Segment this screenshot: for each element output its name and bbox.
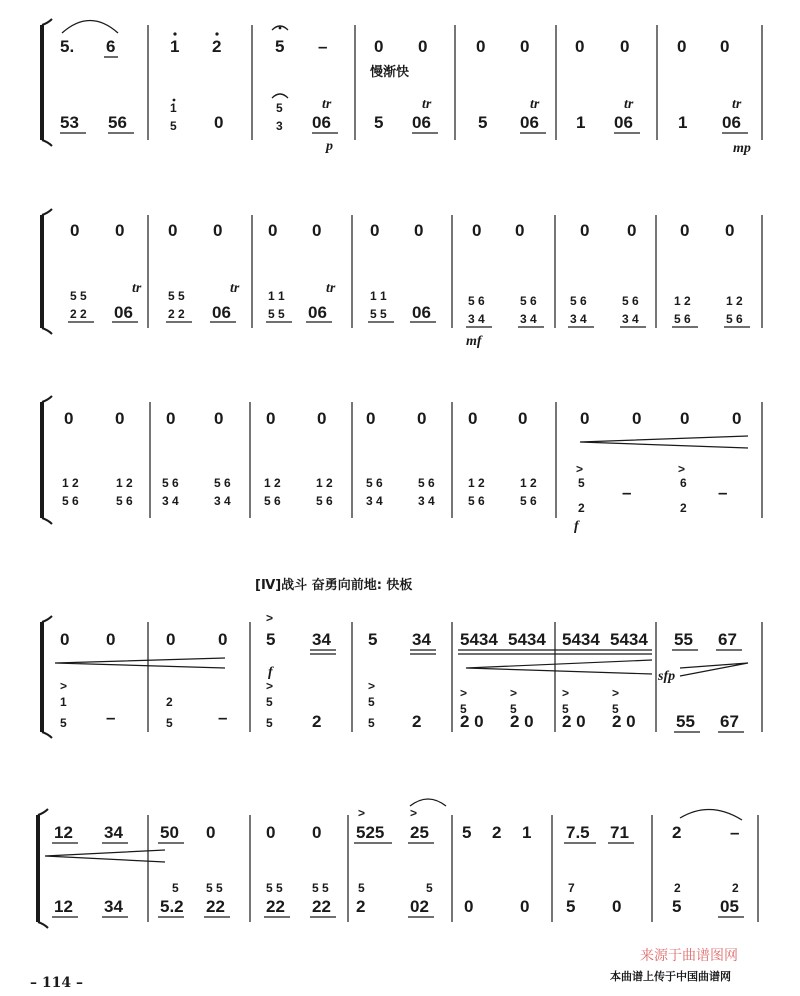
tempo-marking: 慢渐快 xyxy=(370,65,410,80)
svg-text:0: 0 xyxy=(414,221,424,240)
svg-text:tr: tr xyxy=(132,281,142,296)
svg-text:0: 0 xyxy=(115,221,125,240)
svg-text:5 5: 5 5 xyxy=(370,307,387,321)
svg-text:2: 2 xyxy=(492,823,502,842)
svg-text:2: 2 xyxy=(732,881,739,895)
svg-text:0: 0 xyxy=(106,630,116,649)
section-title: [Ⅳ]战斗 奋勇向前地: 快板 xyxy=(255,578,413,593)
svg-text:5: 5 xyxy=(672,897,682,916)
svg-text:0: 0 xyxy=(520,897,530,916)
svg-text:5 6: 5 6 xyxy=(468,494,485,508)
svg-text:06: 06 xyxy=(520,113,539,132)
svg-text:5: 5 xyxy=(368,630,378,649)
system-5 xyxy=(38,799,758,928)
svg-text:5 6: 5 6 xyxy=(570,294,587,308)
svg-text:06: 06 xyxy=(308,303,327,322)
svg-text:0: 0 xyxy=(476,37,486,56)
svg-text:5434: 5434 xyxy=(610,630,648,649)
svg-text:0: 0 xyxy=(366,409,376,428)
svg-text:2 0: 2 0 xyxy=(510,712,534,731)
dynamic-mark: mp xyxy=(733,141,751,156)
svg-text:0: 0 xyxy=(612,897,622,916)
note-group: 1 xyxy=(170,37,180,56)
svg-text:50: 50 xyxy=(160,823,179,842)
svg-text:0: 0 xyxy=(580,221,590,240)
svg-text:5: 5 xyxy=(358,881,365,895)
svg-text:0: 0 xyxy=(213,221,223,240)
svg-text:0: 0 xyxy=(464,897,474,916)
svg-text:67: 67 xyxy=(720,712,739,731)
svg-text:34: 34 xyxy=(312,630,331,649)
svg-text:–: – xyxy=(718,483,728,502)
svg-text:>: > xyxy=(460,686,468,700)
svg-text:0: 0 xyxy=(166,630,176,649)
svg-text:2 0: 2 0 xyxy=(460,712,484,731)
svg-text:3: 3 xyxy=(276,119,283,133)
system-2 xyxy=(42,209,762,349)
svg-text:06: 06 xyxy=(212,303,231,322)
svg-text:tr: tr xyxy=(326,281,336,296)
svg-text:5434: 5434 xyxy=(508,630,546,649)
svg-text:1 2: 1 2 xyxy=(674,294,691,308)
svg-text:0: 0 xyxy=(520,37,530,56)
svg-text:0: 0 xyxy=(312,221,322,240)
svg-text:34: 34 xyxy=(104,897,123,916)
svg-text:>: > xyxy=(678,462,686,476)
svg-text:0: 0 xyxy=(60,630,70,649)
svg-text:0: 0 xyxy=(680,221,690,240)
svg-text:3 4: 3 4 xyxy=(418,494,435,508)
svg-text:06: 06 xyxy=(412,303,431,322)
svg-text:3 4: 3 4 xyxy=(162,494,179,508)
svg-text:5: 5 xyxy=(566,897,576,916)
svg-text:>: > xyxy=(510,686,518,700)
svg-text:2: 2 xyxy=(680,501,687,515)
svg-text:22: 22 xyxy=(206,897,225,916)
svg-text:5: 5 xyxy=(426,881,433,895)
svg-text:5: 5 xyxy=(166,716,173,730)
svg-text:5 6: 5 6 xyxy=(418,476,435,490)
note-group: – xyxy=(318,37,328,56)
svg-text:5: 5 xyxy=(374,113,384,132)
dynamic-mark: mf xyxy=(466,334,482,349)
svg-text:06: 06 xyxy=(114,303,133,322)
svg-text:2: 2 xyxy=(166,695,173,709)
svg-text:5 5: 5 5 xyxy=(168,289,185,303)
svg-text:>: > xyxy=(266,679,274,693)
svg-text:0: 0 xyxy=(580,409,590,428)
svg-text:0: 0 xyxy=(168,221,178,240)
svg-text:06: 06 xyxy=(412,113,431,132)
svg-text:06: 06 xyxy=(614,113,633,132)
svg-text:5 6: 5 6 xyxy=(520,494,537,508)
svg-text:0: 0 xyxy=(472,221,482,240)
svg-text:02: 02 xyxy=(410,897,429,916)
svg-text:67: 67 xyxy=(718,630,737,649)
svg-text:>: > xyxy=(410,806,418,820)
svg-text:0: 0 xyxy=(115,409,125,428)
svg-text:0: 0 xyxy=(218,630,228,649)
svg-text:0: 0 xyxy=(720,37,730,56)
svg-text:22: 22 xyxy=(266,897,285,916)
svg-text:1: 1 xyxy=(170,101,177,115)
svg-text:5 5: 5 5 xyxy=(206,881,223,895)
svg-text:1 2: 1 2 xyxy=(116,476,133,490)
svg-text:2 2: 2 2 xyxy=(168,307,185,321)
svg-text:0: 0 xyxy=(620,37,630,56)
svg-text:34: 34 xyxy=(104,823,123,842)
svg-text:06: 06 xyxy=(722,113,741,132)
svg-text:>: > xyxy=(368,679,376,693)
svg-text:0: 0 xyxy=(732,409,742,428)
upload-credit: 本曲谱上传于中国曲谱网 xyxy=(610,970,731,983)
svg-text:5: 5 xyxy=(266,716,273,730)
svg-text:5 6: 5 6 xyxy=(214,476,231,490)
svg-text:5: 5 xyxy=(266,695,273,709)
svg-text:0: 0 xyxy=(312,823,322,842)
svg-text:12: 12 xyxy=(54,823,73,842)
svg-text:>: > xyxy=(562,686,570,700)
svg-text:5 6: 5 6 xyxy=(468,294,485,308)
svg-text:56: 56 xyxy=(108,113,127,132)
svg-text:0: 0 xyxy=(268,221,278,240)
svg-text:>: > xyxy=(60,679,68,693)
svg-text:71: 71 xyxy=(610,823,629,842)
svg-text:53: 53 xyxy=(60,113,79,132)
svg-text:–: – xyxy=(730,823,740,842)
svg-text:3 4: 3 4 xyxy=(366,494,383,508)
svg-text:0: 0 xyxy=(166,409,176,428)
svg-text:5434: 5434 xyxy=(460,630,498,649)
svg-text:5.2: 5.2 xyxy=(160,897,184,916)
svg-text:5434: 5434 xyxy=(562,630,600,649)
svg-text:>: > xyxy=(266,611,274,625)
svg-text:0: 0 xyxy=(627,221,637,240)
svg-text:1: 1 xyxy=(60,695,67,709)
svg-text:1 2: 1 2 xyxy=(316,476,333,490)
svg-text:3 4: 3 4 xyxy=(468,312,485,326)
svg-text:5: 5 xyxy=(460,702,467,716)
svg-text:7: 7 xyxy=(568,881,575,895)
svg-text:2 2: 2 2 xyxy=(70,307,87,321)
svg-text:5: 5 xyxy=(510,702,517,716)
dynamic-mark: f xyxy=(574,519,579,534)
svg-text:2: 2 xyxy=(672,823,682,842)
svg-text:0: 0 xyxy=(206,823,216,842)
svg-text:tr: tr xyxy=(732,97,742,112)
dynamic-mark: f xyxy=(268,665,273,680)
svg-text:0: 0 xyxy=(632,409,642,428)
svg-text:5: 5 xyxy=(462,823,472,842)
svg-text:2: 2 xyxy=(312,712,322,731)
svg-text:5 6: 5 6 xyxy=(264,494,281,508)
svg-text:55: 55 xyxy=(674,630,693,649)
svg-text:tr: tr xyxy=(422,97,432,112)
svg-text:–: – xyxy=(106,708,116,727)
svg-text:5 5: 5 5 xyxy=(70,289,87,303)
svg-text:0: 0 xyxy=(374,37,384,56)
note-group: 6 xyxy=(106,37,116,56)
note-group: 5. xyxy=(60,37,75,56)
svg-text:2: 2 xyxy=(412,712,422,731)
svg-text:3 4: 3 4 xyxy=(570,312,587,326)
svg-text:5: 5 xyxy=(368,695,375,709)
svg-text:1 2: 1 2 xyxy=(520,476,537,490)
svg-text:3 4: 3 4 xyxy=(622,312,639,326)
svg-text:>: > xyxy=(358,806,366,820)
svg-text:5 6: 5 6 xyxy=(674,312,691,326)
svg-text:5: 5 xyxy=(172,881,179,895)
svg-text:5: 5 xyxy=(368,716,375,730)
svg-text:5 5: 5 5 xyxy=(268,307,285,321)
svg-text:5 5: 5 5 xyxy=(266,881,283,895)
note-group: 2 xyxy=(212,37,222,56)
svg-text:1 2: 1 2 xyxy=(468,476,485,490)
svg-text:1 2: 1 2 xyxy=(62,476,79,490)
svg-text:5: 5 xyxy=(276,101,283,115)
slur-mark xyxy=(62,21,118,34)
svg-text:6: 6 xyxy=(680,476,687,490)
svg-text:2: 2 xyxy=(578,501,585,515)
svg-text:1 1: 1 1 xyxy=(370,289,387,303)
svg-text:0: 0 xyxy=(317,409,327,428)
svg-text:5: 5 xyxy=(60,716,67,730)
svg-text:0: 0 xyxy=(677,37,687,56)
svg-text:5 6: 5 6 xyxy=(316,494,333,508)
svg-text:–: – xyxy=(622,483,632,502)
svg-text:5: 5 xyxy=(170,119,177,133)
svg-text:5: 5 xyxy=(612,702,619,716)
svg-text:2 0: 2 0 xyxy=(562,712,586,731)
svg-text:525: 525 xyxy=(356,823,385,842)
svg-text:0: 0 xyxy=(214,113,224,132)
svg-text:>: > xyxy=(576,462,584,476)
system-3 xyxy=(42,396,762,534)
svg-text:tr: tr xyxy=(530,97,540,112)
svg-text:22: 22 xyxy=(312,897,331,916)
dynamic-mark: sfp xyxy=(658,669,676,684)
svg-text:5 6: 5 6 xyxy=(520,294,537,308)
svg-text:5 6: 5 6 xyxy=(62,494,79,508)
svg-text:0: 0 xyxy=(266,823,276,842)
svg-text:0: 0 xyxy=(725,221,735,240)
svg-text:5 6: 5 6 xyxy=(622,294,639,308)
svg-text:3 4: 3 4 xyxy=(214,494,231,508)
svg-text:5: 5 xyxy=(266,630,276,649)
svg-text:0: 0 xyxy=(418,37,428,56)
svg-text:5: 5 xyxy=(578,476,585,490)
svg-text:12: 12 xyxy=(54,897,73,916)
system-1 xyxy=(42,19,762,156)
svg-text:3 4: 3 4 xyxy=(520,312,537,326)
svg-text:2: 2 xyxy=(356,897,366,916)
svg-text:0: 0 xyxy=(266,409,276,428)
svg-text:0: 0 xyxy=(370,221,380,240)
svg-text:0: 0 xyxy=(575,37,585,56)
note-group: 5 xyxy=(275,37,285,56)
svg-text:34: 34 xyxy=(412,630,431,649)
svg-text:2 0: 2 0 xyxy=(612,712,636,731)
svg-text:1 2: 1 2 xyxy=(264,476,281,490)
svg-text:5: 5 xyxy=(562,702,569,716)
svg-text:>: > xyxy=(612,686,620,700)
svg-text:0: 0 xyxy=(515,221,525,240)
svg-text:0: 0 xyxy=(518,409,528,428)
watermark-text: 来源于曲谱图网 xyxy=(640,948,738,964)
svg-text:7.5: 7.5 xyxy=(566,823,590,842)
svg-text:0: 0 xyxy=(70,221,80,240)
svg-text:5: 5 xyxy=(478,113,488,132)
svg-text:5 5: 5 5 xyxy=(312,881,329,895)
svg-text:2: 2 xyxy=(674,881,681,895)
svg-text:5 6: 5 6 xyxy=(116,494,133,508)
svg-text:1 2: 1 2 xyxy=(726,294,743,308)
svg-text:5 6: 5 6 xyxy=(366,476,383,490)
svg-text:1 1: 1 1 xyxy=(268,289,285,303)
page-number: – 114 – xyxy=(30,975,83,991)
svg-text:1: 1 xyxy=(522,823,532,842)
svg-text:05: 05 xyxy=(720,897,739,916)
svg-text:–: – xyxy=(218,708,228,727)
svg-text:25: 25 xyxy=(410,823,429,842)
system-4 xyxy=(42,611,762,738)
svg-text:0: 0 xyxy=(680,409,690,428)
svg-text:5 6: 5 6 xyxy=(726,312,743,326)
svg-text:0: 0 xyxy=(468,409,478,428)
svg-text:tr: tr xyxy=(624,97,634,112)
svg-text:tr: tr xyxy=(230,281,240,296)
svg-text:0: 0 xyxy=(64,409,74,428)
svg-text:0: 0 xyxy=(214,409,224,428)
dynamic-mark: p xyxy=(326,139,333,154)
svg-text:06: 06 xyxy=(312,113,331,132)
svg-text:0: 0 xyxy=(417,409,427,428)
svg-text:1: 1 xyxy=(576,113,586,132)
svg-text:tr: tr xyxy=(322,97,332,112)
svg-text:55: 55 xyxy=(676,712,695,731)
svg-text:1: 1 xyxy=(678,113,688,132)
svg-text:5 6: 5 6 xyxy=(162,476,179,490)
